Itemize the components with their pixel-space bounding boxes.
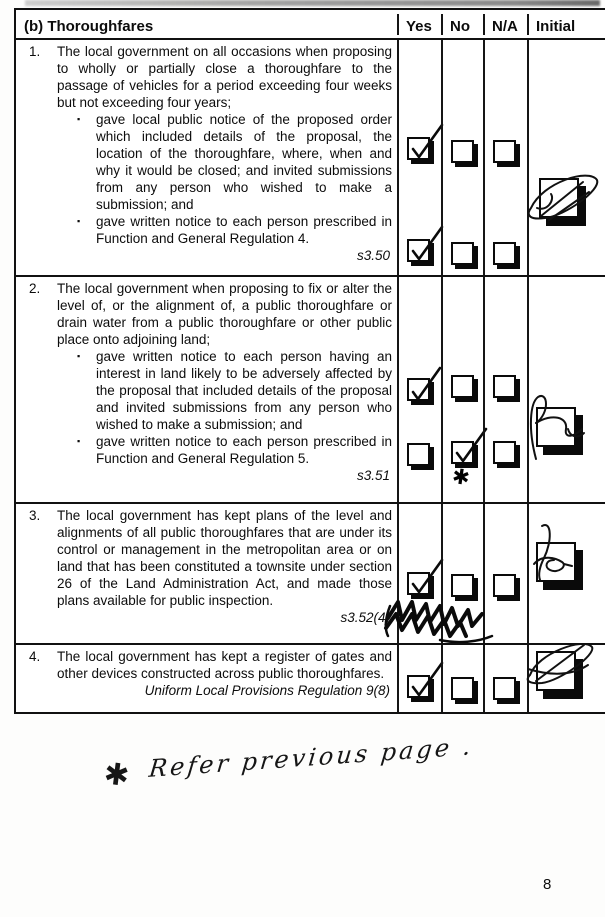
checkmark-icon [406,122,444,160]
asterisk-mark: ✱ [450,464,472,491]
table-row [16,275,605,502]
clause-cell [16,645,397,712]
checkbox-na[interactable] [493,140,516,163]
checkbox-yes[interactable] [407,378,430,401]
clause-text: The local government has kept plans of the level and alignments of all public thoroughfares that are under its control or management in the metropolitan area or on land that has been constituted a townsite under section 26 of the Land Administration Act, and made those plans available for public inspection. [57,508,392,608]
statute-reference: s3.50 [356,248,390,263]
checkbox-no[interactable] [451,242,474,265]
table-row [16,38,605,275]
checkbox-na[interactable] [493,574,516,597]
checkbox-na[interactable] [493,375,516,398]
checkbox-na[interactable] [493,441,516,464]
no-cell [441,40,483,275]
bullet-text: gave local public notice of the proposed order which included details of the proposal, the location of the thoroughfare, where, when and why it would be closed; and invited submissions from any person who wished to make a submission; and [96,112,392,212]
handwritten-note-text: Refer previous page . [147,732,475,783]
checkbox-yes[interactable] [407,443,430,466]
bullet-text: gave written notice to each person having an interest in land likely to be adversely affected by the proposal that included details of the proposal and invited submissions from any person who wished to make a submission; and [96,349,392,432]
initial-signature [520,385,605,481]
checkbox-no[interactable] [451,574,474,597]
statute-reference: s3.52(4) [340,610,390,625]
bullet-icon: ▪ [77,216,81,226]
checkbox-na[interactable] [493,242,516,265]
table-row [16,643,605,712]
initial-signature [520,520,605,616]
checkbox-no[interactable] [451,140,474,163]
column-header-yes: Yes [397,14,441,35]
clause-cell [16,504,397,643]
na-cell [483,40,527,275]
yes-cell [397,40,441,275]
clause-number: 1. [29,44,41,59]
checkbox-na[interactable] [493,677,516,700]
asterisk-mark: ✱ [101,757,131,794]
bullet-icon: ▪ [77,114,81,124]
initial-cell [527,40,601,275]
page-number: 8 [543,876,552,893]
clause-cell [16,277,397,502]
clause-text: The local government on all occasions when proposing to wholly or partially close a thoroughfare to the passage of vehicles for a period exceeding four weeks but not exceeding four years; [57,44,392,110]
clause-text: The local government has kept a register of gates and other devices constructed across public thoroughfares. [57,649,392,681]
checkmark-icon [406,557,444,595]
bullet-icon: ▪ [77,436,81,446]
clause-cell [16,40,397,275]
initial-signature [520,629,605,725]
checkmark-icon [406,224,444,262]
column-header-no: No [441,14,483,35]
bullet-icon: ▪ [77,351,81,361]
scribble-mark [384,596,499,646]
section-title: (b) Thoroughfares [24,17,154,35]
initial-signature [523,156,605,252]
clause-text: The local government when proposing to fix or alter the level of, or the alignment of, a public thoroughfare or drain water from a public thoroughfare or other public place onto adjoining land; [57,281,392,347]
column-header-na: N/A [483,14,527,35]
initial-cell [527,277,601,502]
initial-cell [527,645,601,712]
clause-number: 3. [29,508,41,523]
checkbox-no[interactable] [451,677,474,700]
statute-reference: s3.51 [356,468,390,483]
checkmark-icon [406,363,444,401]
table-header-row [16,10,605,38]
checkbox-yes[interactable] [407,239,430,262]
checkbox-yes[interactable] [407,572,430,595]
bullet-text: gave written notice to each person prescribed in Function and General Regulation 4. [96,214,392,246]
column-header-initial: Initial [527,14,601,35]
statute-reference: Uniform Local Provisions Regulation 9(8) [144,683,390,698]
checkbox-yes[interactable] [407,675,430,698]
checkbox-no[interactable] [451,441,474,464]
checklist-table [14,8,605,714]
yes-cell [397,277,441,502]
clause-number: 4. [29,649,41,664]
no-cell [441,277,483,502]
scan-artifact-top [25,0,600,6]
no-cell [441,645,483,712]
yes-cell [397,645,441,712]
table-row [16,502,605,643]
bullet-text: gave written notice to each person prescribed in Function and General Regulation 5. [96,434,392,466]
checkmark-icon [406,660,444,698]
initial-cell [527,504,601,643]
checkbox-yes[interactable] [407,137,430,160]
handwritten-note [101,730,475,817]
checkbox-no[interactable] [451,375,474,398]
clause-number: 2. [29,281,41,296]
